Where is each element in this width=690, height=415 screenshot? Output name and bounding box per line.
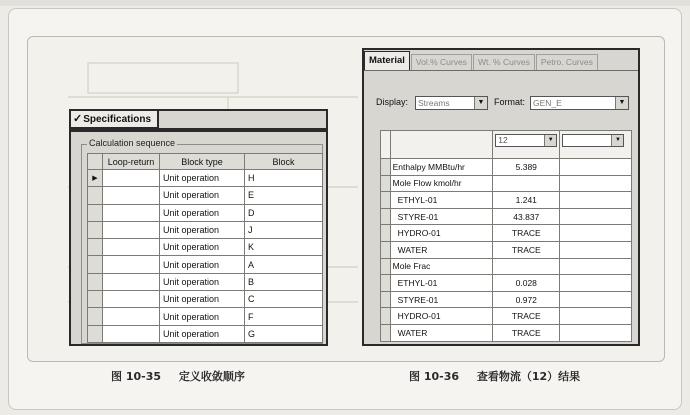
chevron-down-icon[interactable]: ▼	[544, 135, 556, 146]
property-value-2[interactable]	[560, 275, 632, 292]
property-label: WATER	[390, 324, 493, 341]
table-row[interactable]	[88, 170, 323, 187]
property-value[interactable]	[493, 258, 560, 275]
property-value-2[interactable]	[560, 258, 632, 275]
row-selector[interactable]	[381, 208, 391, 225]
row-selector-header	[88, 154, 103, 170]
header-blank-cell	[390, 131, 493, 159]
table-row[interactable]	[88, 325, 323, 342]
property-label: HYDRO-01	[390, 225, 493, 242]
chevron-down-icon[interactable]: ▼	[474, 97, 487, 109]
caption-right-number: 图 10-36	[409, 370, 460, 383]
table-row[interactable]	[88, 221, 323, 238]
chevron-down-icon[interactable]: ▼	[615, 97, 628, 109]
property-value-2[interactable]	[560, 291, 632, 308]
table-row[interactable]	[88, 273, 323, 290]
format-select[interactable]	[530, 96, 629, 110]
check-icon: ✓	[73, 112, 83, 125]
table-row[interactable]	[88, 256, 323, 273]
row-selector[interactable]	[381, 192, 391, 209]
block-cell[interactable]: G	[245, 325, 323, 342]
property-value-2[interactable]	[560, 175, 632, 192]
group-label: Calculation sequence	[89, 138, 176, 148]
loop-return-cell[interactable]	[103, 325, 160, 342]
block-cell[interactable]: B	[245, 273, 323, 290]
loop-return-cell[interactable]	[103, 204, 160, 221]
row-selector[interactable]	[381, 175, 391, 192]
property-value-2[interactable]	[560, 324, 632, 341]
property-value[interactable]: 1.241	[493, 192, 560, 209]
property-label: Mole Flow kmol/hr	[390, 175, 493, 192]
loop-return-cell[interactable]	[103, 170, 160, 187]
loop-return-cell[interactable]	[103, 308, 160, 325]
table-row[interactable]	[88, 239, 323, 256]
table-row[interactable]	[381, 308, 632, 325]
property-value[interactable]: 5.389	[493, 159, 560, 176]
block-cell[interactable]: H	[245, 170, 323, 187]
block-cell[interactable]: E	[245, 187, 323, 204]
second-stream-select-cell[interactable]	[560, 131, 632, 159]
tab-bar-fill	[599, 54, 638, 70]
column-header-loop-return[interactable]: Loop-return	[103, 154, 160, 170]
block-cell[interactable]: J	[245, 221, 323, 238]
specifications-window	[69, 109, 328, 346]
display-select[interactable]	[415, 96, 488, 110]
property-value-2[interactable]	[560, 225, 632, 242]
property-value[interactable]: TRACE	[493, 241, 560, 258]
stream-select[interactable]	[495, 134, 557, 147]
property-value-2[interactable]	[560, 159, 632, 176]
table-row[interactable]	[381, 159, 632, 176]
block-type-cell[interactable]: Unit operation	[160, 273, 245, 290]
tab-material[interactable]: Material	[364, 51, 410, 70]
chevron-down-icon[interactable]: ▼	[611, 135, 623, 146]
column-header-block[interactable]: Block	[245, 154, 323, 170]
table-row[interactable]	[381, 258, 632, 275]
format-select-value: GEN_E	[533, 98, 562, 108]
stream-header-row	[381, 131, 632, 159]
loop-return-cell[interactable]	[103, 221, 160, 238]
row-selector[interactable]	[381, 308, 391, 325]
row-selector[interactable]	[88, 308, 103, 325]
table-row[interactable]	[88, 291, 323, 308]
row-selector[interactable]	[381, 324, 391, 341]
table-header-row	[88, 154, 323, 170]
material-results-window	[362, 48, 640, 346]
property-label: WATER	[390, 241, 493, 258]
row-selector[interactable]	[88, 204, 103, 221]
table-row[interactable]	[381, 291, 632, 308]
property-value[interactable]: 0.028	[493, 275, 560, 292]
property-value[interactable]: TRACE	[493, 324, 560, 341]
stream-select-value: 12	[498, 135, 508, 145]
row-selector[interactable]	[88, 221, 103, 238]
row-selector[interactable]	[381, 275, 391, 292]
property-value[interactable]: 0.972	[493, 291, 560, 308]
display-select-value: Streams	[418, 98, 450, 108]
property-value[interactable]	[493, 175, 560, 192]
property-value-2[interactable]	[560, 208, 632, 225]
caption-left-number: 图 10-35	[111, 370, 162, 383]
caption-left	[111, 368, 245, 384]
property-value[interactable]: TRACE	[493, 225, 560, 242]
tab-petro-curves[interactable]: Petro. Curves	[536, 54, 598, 70]
page-top-edge	[0, 0, 690, 6]
format-label: Format:	[494, 97, 526, 107]
table-row[interactable]	[88, 204, 323, 221]
table-row[interactable]	[381, 275, 632, 292]
calculation-sequence-table	[87, 153, 323, 343]
block-cell[interactable]: K	[245, 239, 323, 256]
property-value[interactable]: TRACE	[493, 308, 560, 325]
table-row[interactable]	[381, 324, 632, 341]
property-value[interactable]: 43.837	[493, 208, 560, 225]
property-label: HYDRO-01	[390, 308, 493, 325]
second-stream-select[interactable]	[562, 134, 624, 147]
property-value-2[interactable]	[560, 241, 632, 258]
property-label: STYRE-01	[390, 291, 493, 308]
row-pointer-icon: ▶	[88, 170, 103, 187]
property-value-2[interactable]	[560, 308, 632, 325]
row-selector[interactable]	[88, 256, 103, 273]
tab-specifications[interactable]	[71, 111, 159, 128]
loop-return-cell[interactable]	[103, 239, 160, 256]
table-row[interactable]	[88, 187, 323, 204]
caption-left-text: 定义收敛顺序	[178, 370, 245, 383]
block-type-cell[interactable]: Unit operation	[160, 291, 245, 308]
table-row[interactable]	[381, 241, 632, 258]
table-row[interactable]	[381, 225, 632, 242]
loop-return-cell[interactable]	[103, 291, 160, 308]
block-type-cell[interactable]: Unit operation	[160, 170, 245, 187]
block-type-cell[interactable]: Unit operation	[160, 187, 245, 204]
row-selector[interactable]	[88, 187, 103, 204]
property-label: STYRE-01	[390, 208, 493, 225]
row-selector[interactable]	[88, 325, 103, 342]
row-selector[interactable]	[381, 241, 391, 258]
row-selector[interactable]	[381, 291, 391, 308]
loop-return-cell[interactable]	[103, 256, 160, 273]
row-selector[interactable]	[88, 239, 103, 256]
property-value-2[interactable]	[560, 192, 632, 209]
row-selector[interactable]	[381, 258, 391, 275]
display-label: Display:	[376, 97, 409, 107]
block-cell[interactable]: F	[245, 308, 323, 325]
block-type-cell[interactable]: Unit operation	[160, 221, 245, 238]
tab-vol-curves[interactable]: Vol.% Curves	[411, 54, 472, 70]
block-type-cell[interactable]: Unit operation	[160, 256, 245, 273]
figure-panel	[27, 36, 665, 383]
tab-wt-curves[interactable]: Wt. % Curves	[473, 54, 535, 70]
table-row[interactable]	[88, 308, 323, 325]
caption-right-text: 查看物流（12）结果	[476, 370, 581, 383]
tab-strip	[71, 128, 326, 132]
stream-results-table	[380, 130, 632, 342]
column-header-block-type[interactable]: Block type	[160, 154, 245, 170]
display-format-row	[376, 95, 632, 111]
results-tab-bar	[364, 50, 638, 71]
row-selector[interactable]	[381, 225, 391, 242]
block-cell[interactable]: D	[245, 204, 323, 221]
stream-select-cell[interactable]	[493, 131, 560, 159]
property-label: Mole Frac	[390, 258, 493, 275]
row-selector[interactable]	[88, 273, 103, 290]
loop-return-cell[interactable]	[103, 187, 160, 204]
property-label: ETHYL-01	[390, 275, 493, 292]
caption-right	[409, 368, 580, 384]
table-row[interactable]	[381, 192, 632, 209]
block-type-cell[interactable]: Unit operation	[160, 308, 245, 325]
property-label: ETHYL-01	[390, 192, 493, 209]
table-row[interactable]	[381, 208, 632, 225]
block-cell[interactable]: C	[245, 291, 323, 308]
block-type-cell[interactable]: Unit operation	[160, 204, 245, 221]
loop-return-cell[interactable]	[103, 273, 160, 290]
row-selector[interactable]	[381, 159, 391, 176]
tab-specifications-label: Specifications	[83, 113, 152, 125]
block-type-cell[interactable]: Unit operation	[160, 239, 245, 256]
block-type-cell[interactable]: Unit operation	[160, 325, 245, 342]
row-selector	[381, 131, 391, 159]
row-selector[interactable]	[88, 291, 103, 308]
table-row[interactable]	[381, 175, 632, 192]
block-cell[interactable]: A	[245, 256, 323, 273]
property-label: Enthalpy MMBtu/hr	[390, 159, 493, 176]
